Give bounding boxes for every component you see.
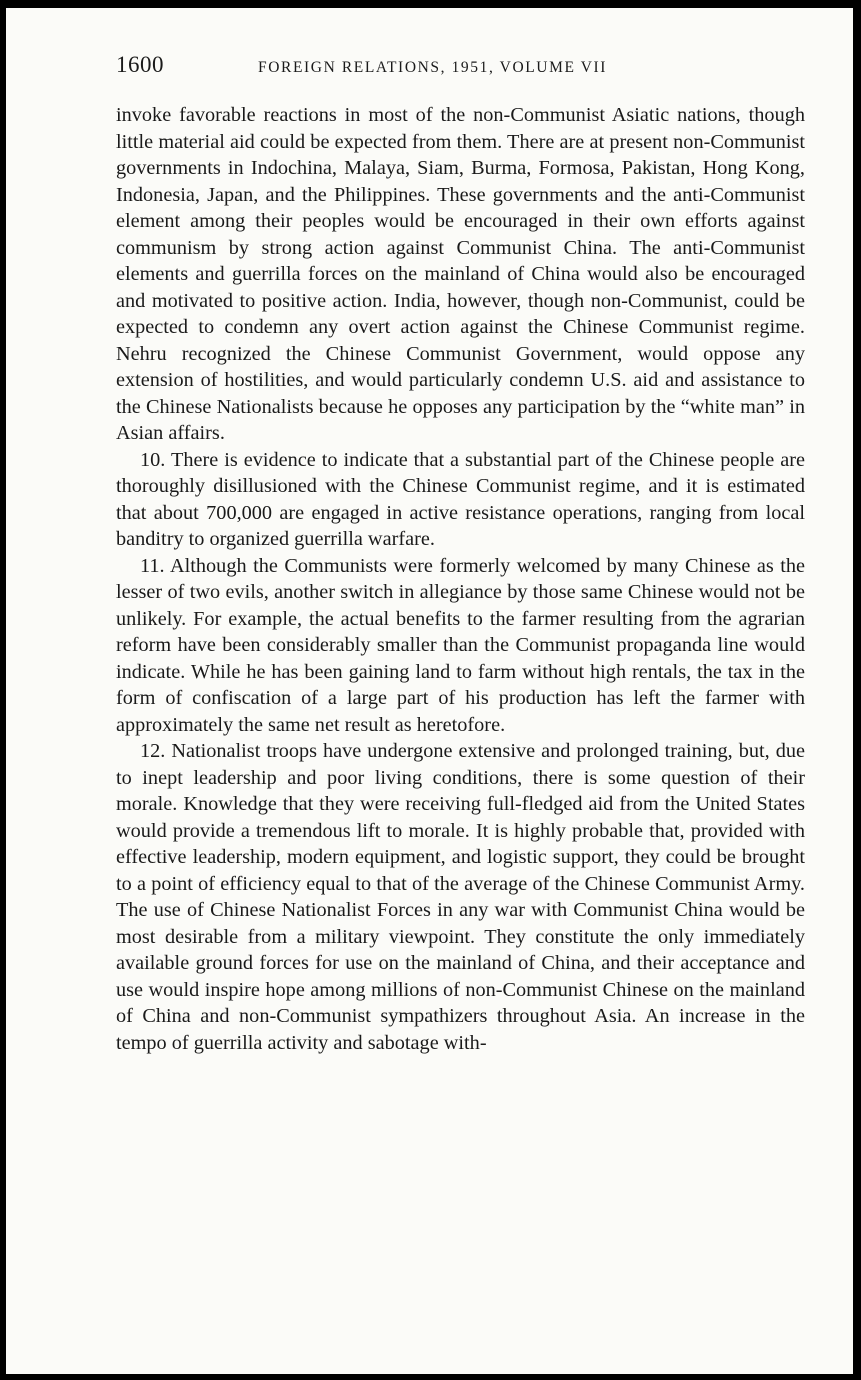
paragraph-12: 12. Nationalist troops have undergone extensive and prolonged training, but, due to inept leadership and poor living conditions, there is some question of their morale. Knowledge that they were receiving full-fledged aid from the United States would provide a tremendous lift to morale. It is highly probable that, provided with effective leadership, modern equipment, and logistic support, they could be brought to a point of efficiency equal to that of the average of the Chinese Communist Army. The use of Chinese Nationalist Forces in any war with Communist China would be most desirable from a military viewpoint. They constitute the only immediately available ground forces for use on the mainland of China, and their acceptance and use would inspire hope among millions of non-Communist Chinese on the mainland of China and non-Communist sympathizers throughout Asia. An increase in the tempo of guerrilla activity and sabotage with- [116,740,805,1054]
running-title: FOREIGN RELATIONS, 1951, VOLUME VII [258,59,608,76]
body-text [116,102,805,1056]
paragraph-continuation: invoke favorable reactions in most of the non-Communist Asiatic nations, though little material aid could be expected from them. There are at present non-Communist governments in Indochina, Malaya, Siam, Burma, Formosa, Pakistan, Hong Kong, Indonesia, Japan, and the Philippines. These governments and the anti-Communist element among their peoples would be encouraged in their own efforts against communism by strong action against Communist China. The anti-Communist elements and guerrilla forces on the mainland of China would also be encouraged and motivated to positive action. India, however, though non-Communist, could be expected to condemn any overt action against the Chinese Communist regime. Nehru recognized the Chinese Communist Government, would oppose any extension of hostilities, and would particularly condemn U.S. aid and assistance to the Chinese Nationalists because he opposes any participation by the “white man” in Asian affairs. [116,104,805,444]
page-number: 1600 [116,52,164,77]
paragraph-11: 11. Although the Communists were formerly welcomed by many Chinese as the lesser of two evils, another switch in allegiance by those same Chinese would not be unlikely. For example, the actual benefits to the farmer resulting from the agrarian reform have been considerably smaller than the Communist propaganda line would indicate. While he has been gaining land to farm without high rentals, the tax in the form of confiscation of a large part of his production has left the farmer with approximately the same net result as heretofore. [116,554,805,736]
document-page [6,8,853,1374]
paragraph-10: 10. There is evidence to indicate that a substantial part of the Chinese people are thoroughly disillusioned with the Chinese Communist regime, and it is estimated that about 700,000 are engaged in active resistance operations, ranging from local banditry to organized guerrilla warfare. [116,448,805,550]
page-header [116,52,806,92]
